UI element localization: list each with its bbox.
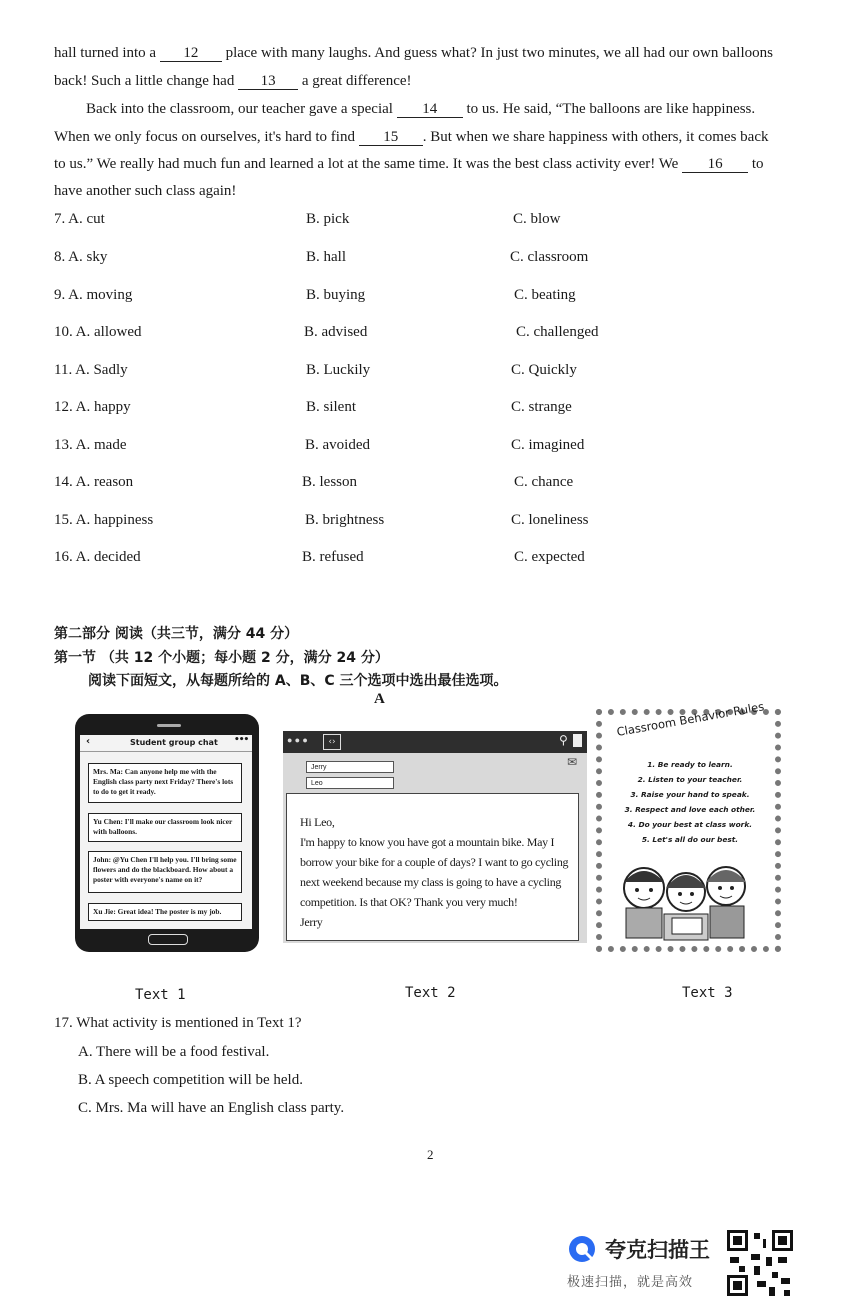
passage-text: When we only focus on ourselves, it's hard to find	[54, 129, 355, 145]
passage-text: hall turned into a	[54, 45, 157, 61]
children-illustration	[606, 852, 770, 944]
passage-text: a great difference!	[301, 73, 412, 89]
scanner-logo-icon	[567, 1234, 597, 1264]
to-field: Leo	[306, 777, 394, 789]
blank-14: 14	[397, 101, 463, 118]
passage-text: to	[751, 156, 764, 172]
chat-message: Yu Chen: I'll make our classroom look nicer with balloons.	[88, 813, 242, 842]
poster-title: Classroom Behavior Rules	[615, 699, 766, 739]
question-stem: 17. What activity is mentioned in Text 1?	[54, 1015, 302, 1031]
option-a: 13. A. made	[54, 437, 127, 453]
option-a: 7. A. cut	[54, 211, 105, 227]
option-c: C. beating	[514, 287, 576, 303]
chat-message: Mrs. Ma: Can anyone help me with the English class party next Friday? There's lots to do to get it ready.	[88, 763, 242, 803]
option-a: 9. A. moving	[54, 287, 133, 303]
passage-line-2	[54, 68, 814, 96]
watermark-brand: 夸克扫描王	[605, 1238, 710, 1262]
nav-arrows-icon: ‹›	[323, 734, 341, 750]
option-c: C. imagined	[511, 437, 585, 453]
caption-text-1: Text 1	[135, 987, 186, 1003]
blank-12: 12	[160, 45, 222, 62]
option-a: 14. A. reason	[54, 474, 134, 490]
option-c: C. strange	[511, 399, 572, 415]
option-c: C. challenged	[516, 324, 599, 340]
page-number: 2	[427, 1147, 434, 1162]
option-a: 15. A. happiness	[54, 512, 154, 528]
qr-code-icon	[727, 1230, 793, 1296]
caption-text-3: Text 3	[682, 985, 733, 1001]
home-icon	[573, 734, 582, 747]
passage-line-6: have another such class again!	[54, 183, 237, 199]
option-c: C. loneliness	[511, 512, 589, 528]
option-b: B. advised	[304, 324, 368, 340]
from-field: Jerry	[306, 761, 394, 773]
mail-icon: ✉	[567, 755, 578, 769]
chat-screen	[80, 735, 252, 929]
option-a: 12. A. happy	[54, 399, 131, 415]
rule-item: 3. Respect and love each other.	[624, 805, 756, 814]
passage-text: to us. He said, “The balloons are like happiness.	[466, 101, 756, 117]
passage-line-5	[54, 151, 814, 179]
passage-line-4	[54, 124, 814, 152]
caption-text-2: Text 2	[405, 985, 456, 1001]
option-b: B. Luckily	[306, 362, 371, 378]
instruction: 阅读下面短文，从每题所给的 A、B、C 三个选项中选出最佳选项。	[88, 673, 508, 689]
option-b: B. refused	[302, 549, 364, 565]
search-icon: ⚲	[559, 733, 568, 747]
phone-speaker	[157, 724, 181, 727]
option-b: B. pick	[306, 211, 350, 227]
window-dots-icon: ● ● ●	[287, 735, 308, 745]
rule-item: 5. Let's all do our best.	[641, 835, 739, 844]
option-b: B. lesson	[302, 474, 358, 490]
blank-15: 15	[359, 129, 423, 146]
more-icon: •••	[234, 735, 249, 745]
passage-text: . But when we share happiness with others, it comes back	[422, 129, 769, 145]
question-option-a: A. There will be a food festival.	[78, 1044, 270, 1060]
back-arrow-icon: ‹	[86, 736, 91, 747]
option-b: B. buying	[306, 287, 366, 303]
email-greeting: Hi Leo,	[300, 815, 335, 829]
chat-message: Xu Jie: Great idea! The poster is my job.	[88, 903, 242, 921]
subsection-heading: 第一节 （共 12 个小题；每小题 2 分，满分 24 分）	[54, 650, 389, 666]
passage-text: to us.” We really had much fun and learned a lot at the same time. It was the best class activity ever! We	[54, 156, 679, 172]
email-body-text: I'm happy to know you have got a mountain bike. May I borrow your bike for a couple of days? I want to go cycling next weekend because my class is going to have a cycling competition. Is that OK? Thank you very much!	[300, 835, 569, 909]
passage-text: Back into the classroom, our teacher gave a special	[86, 101, 393, 117]
rule-item: 1. Be ready to learn.	[647, 760, 733, 769]
passage-label: A	[374, 691, 385, 707]
watermark-slogan: 极速扫描，就是高效	[567, 1275, 694, 1290]
rule-item: 2. Listen to your teacher.	[637, 775, 743, 784]
email-toolbar	[283, 731, 587, 753]
option-a: 10. A. allowed	[54, 324, 142, 340]
option-c: C. expected	[514, 549, 585, 565]
passage-text: place with many laughs. And guess what? In just two minutes, we all had our own balloons	[225, 45, 773, 61]
option-a: 11. A. Sadly	[54, 362, 128, 378]
option-c: C. chance	[514, 474, 574, 490]
option-b: B. hall	[306, 249, 346, 265]
chat-title: Student group chat	[130, 738, 218, 747]
option-b: B. avoided	[305, 437, 370, 453]
chat-message: John: @Yu Chen I'll help you. I'll bring some flowers and do the blackboard. How about a poster with everyone's name on it?	[88, 851, 242, 893]
rule-item: 3. Raise your hand to speak.	[630, 790, 750, 799]
section-heading: 第二部分 阅读（共三节，满分 44 分）	[54, 626, 299, 642]
option-c: C. blow	[513, 211, 561, 227]
blank-13: 13	[238, 73, 298, 90]
chat-header	[80, 735, 252, 752]
option-c: C. classroom	[510, 249, 589, 265]
passage-line-3	[54, 96, 814, 124]
home-button	[148, 934, 188, 945]
option-c: C. Quickly	[511, 362, 577, 378]
blank-16: 16	[682, 156, 748, 173]
passage-line-1	[54, 40, 814, 68]
option-b: B. silent	[306, 399, 357, 415]
option-a: 16. A. decided	[54, 549, 141, 565]
email-content	[300, 812, 572, 932]
question-option-b: B. A speech competition will be held.	[78, 1072, 303, 1088]
passage-text: back! Such a little change had	[54, 73, 235, 89]
question-option-c: C. Mrs. Ma will have an English class party.	[78, 1100, 345, 1116]
option-a: 8. A. sky	[54, 249, 108, 265]
email-signature: Jerry	[300, 915, 323, 929]
option-b: B. brightness	[305, 512, 385, 528]
rule-item: 4. Do your best at class work.	[627, 820, 753, 829]
